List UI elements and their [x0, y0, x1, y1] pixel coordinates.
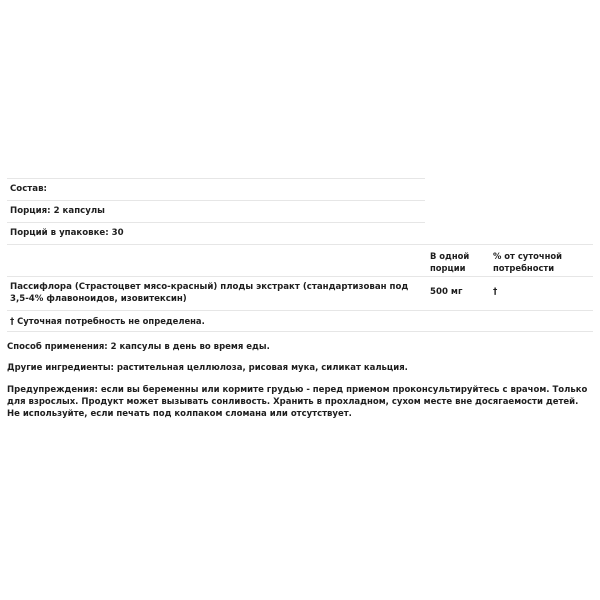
daily-value-column-header: % от суточной потребности: [493, 251, 563, 273]
serving-size: Порция: 2 капсулы: [10, 206, 105, 216]
servings-per-container: Порций в упаковке: 30: [10, 228, 124, 238]
serving-size-row: [7, 200, 425, 222]
table-row: [7, 276, 593, 310]
other-ingredients-text: Другие ингредиенты: растительная целлюлоза, рисовая мука, силикат кальция.: [7, 363, 408, 373]
ingredient-name: Пассифлора (Страстоцвет мясо-красный) плоды экстракт (стандартизован под 3,5-4% флавоноидов, изовитексин): [10, 282, 409, 304]
table-header-row: [7, 244, 593, 276]
usage-text: Способ применения: 2 капсулы в день во время еды.: [7, 342, 270, 352]
warnings-text: Предупреждения: если вы беременны или кормите грудью - перед приемом проконсультируйтесь с врачом. Только для взрослых. Продукт может вызывать сонливость. Хранить в прохладном, сухом месте вне досягаемости детей. Не используйте, если печать под колпаком сломана или отсутствует.: [7, 385, 588, 419]
footnote-row: [7, 310, 593, 332]
footnote: † Суточная потребность не определена.: [10, 316, 205, 326]
supplement-facts-table: [7, 178, 593, 332]
servings-per-container-row: [7, 222, 425, 244]
composition-label: Состав:: [10, 184, 47, 194]
amount-column-header: В одной порции: [430, 251, 470, 273]
composition-row: [7, 178, 425, 200]
ingredient-daily-value: †: [493, 287, 498, 297]
ingredient-amount: 500 мг: [430, 287, 463, 297]
